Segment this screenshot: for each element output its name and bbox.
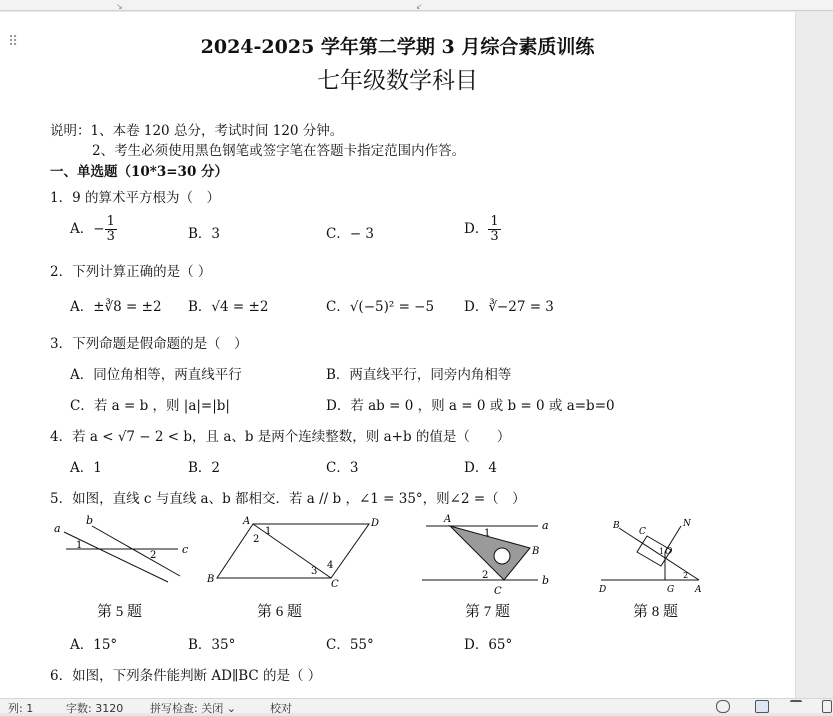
q3-option-a[interactable]: A．同位角相等，两直线平行 (70, 367, 242, 383)
question-2-stem: 2．下列计算正确的是（ ） (50, 264, 212, 280)
question-1-stem: 1．9 的算术平方根为（ ） (50, 190, 220, 206)
label-B: B (613, 521, 620, 531)
fraction-denominator: 3 (490, 229, 499, 244)
q1-option-a-label: A． (70, 221, 94, 237)
q1-option-d-label: D． (464, 221, 489, 237)
notes-line1: 说明：1、本卷 120 总分，考试时间 120 分钟。 (50, 123, 344, 139)
angle-2: 2 (150, 550, 157, 561)
q3-option-d[interactable]: D．若 ab = 0 ，则 a = 0 或 b = 0 或 a=b=0 (326, 398, 615, 414)
figure-5 (50, 512, 200, 592)
q4-option-b[interactable]: B．2 (188, 460, 221, 476)
figure-7 (420, 512, 560, 597)
parallelogram (217, 524, 369, 578)
q4-option-d[interactable]: D．4 (464, 460, 497, 476)
ruler-hole (494, 548, 510, 564)
label-a: a (54, 522, 61, 535)
status-word-count[interactable]: 字数: 3120 (66, 702, 124, 715)
q1-option-a[interactable] (70, 215, 117, 244)
vertex-A: A (444, 514, 452, 525)
ruler-marker: ↘ (116, 2, 123, 11)
figure-6-caption: 第 6 题 (257, 604, 303, 620)
q1-option-a-sign: − (93, 221, 105, 237)
angle-1: 1 (484, 528, 491, 539)
figure-5-caption: 第 5 题 (97, 604, 143, 620)
fraction (105, 215, 117, 244)
vertex-A: A (243, 516, 251, 527)
angle-3: 3 (311, 566, 318, 577)
label-c: c (182, 543, 189, 556)
label-G: G (667, 585, 675, 592)
drag-handle-icon[interactable]: ⠿ (8, 34, 19, 50)
question-5-stem: 5．如图，直线 c 与直线 a、b 都相交．若 a // b ，∠1 = 35°，则∠2 =（ ） (50, 491, 526, 507)
fraction (488, 215, 500, 244)
label-A: A (695, 585, 702, 592)
vertical-scrollbar[interactable] (795, 12, 833, 698)
q2-option-a[interactable]: A．±∛8 = ±2 (70, 299, 162, 315)
q5-option-c[interactable]: C．55° (326, 637, 374, 653)
angle-2: 2 (482, 570, 489, 581)
label-C: C (639, 527, 646, 537)
vertex-B: B (207, 574, 215, 585)
vertex-C: C (331, 579, 339, 590)
label-D: D (599, 585, 607, 592)
exam-subtitle: 七年级数学科目 (317, 68, 478, 94)
angle-2: 2 (253, 534, 260, 545)
q3-option-b[interactable]: B．两直线平行，同旁内角相等 (326, 367, 512, 383)
angle-1: 1 (659, 547, 665, 556)
question-4-stem: 4．若 a < √7 − 2 < b，且 a、b 是两个连续整数，则 a+b 的值是（ ） (50, 429, 511, 445)
fraction-numerator: 1 (106, 214, 115, 229)
q1-option-c[interactable]: C．− 3 (326, 226, 375, 242)
angle-1: 1 (265, 526, 272, 537)
outline-view-icon[interactable] (790, 700, 802, 709)
web-view-icon[interactable] (822, 700, 832, 713)
page-view-icon[interactable] (755, 700, 769, 713)
figure-7-caption: 第 7 题 (465, 604, 511, 620)
notes-line2: 2、考生必须使用黑色钢笔或签字笔在答题卡指定范围内作答。 (92, 143, 466, 159)
q4-option-c[interactable]: C．3 (326, 460, 359, 476)
question-6-stem: 6．如图，下列条件能判断 AD∥BC 的是（ ） (50, 668, 322, 684)
angle-1: 1 (76, 540, 83, 551)
q4-option-a[interactable]: A．1 (70, 460, 102, 476)
figure-8 (595, 512, 715, 592)
vertex-B: B (532, 546, 540, 557)
figure-8-caption: 第 8 题 (633, 604, 679, 620)
label-b: b (542, 574, 550, 587)
section-heading: 一、单选题（10*3=30 分） (50, 164, 229, 180)
q3-option-c[interactable]: C．若 a = b ，则 |a|=|b| (70, 398, 230, 414)
fraction-denominator: 3 (106, 229, 115, 244)
status-spell-check[interactable]: 拼写检查: 关闭 ⌄ (150, 702, 236, 715)
ruler (0, 0, 833, 11)
q5-option-b[interactable]: B．35° (188, 637, 236, 653)
document-page (0, 12, 795, 698)
vertex-C: C (494, 586, 502, 597)
exam-title: 2024-2025 学年第二学期 3 月综合素质训练 (200, 36, 595, 58)
status-proofread[interactable]: 校对 (270, 702, 292, 715)
status-column: 列: 1 (8, 702, 34, 715)
line-b (92, 526, 180, 576)
question-3-stem: 3．下列命题是假命题的是（ ） (50, 336, 248, 352)
q5-option-d[interactable]: D．65° (464, 637, 513, 653)
q1-option-d[interactable] (464, 215, 501, 244)
label-a: a (542, 519, 549, 532)
label-O: O (665, 547, 673, 557)
vertex-D: D (371, 518, 380, 529)
angle-2: 2 (683, 571, 689, 580)
q2-option-d[interactable]: D．∛−27 = 3 (464, 299, 554, 315)
q2-option-b[interactable]: B．√4 = ±2 (188, 299, 269, 315)
angle-4: 4 (327, 560, 334, 571)
status-bar (0, 698, 833, 713)
q2-option-c[interactable]: C．√(−5)² = −5 (326, 299, 435, 315)
label-b: b (86, 514, 94, 527)
ruler-marker: ↙ (416, 2, 423, 11)
label-N: N (683, 519, 691, 529)
figure-6 (205, 512, 385, 592)
fraction-numerator: 1 (490, 214, 499, 229)
globe-icon[interactable] (716, 700, 730, 713)
q1-option-b[interactable]: B．3 (188, 226, 221, 242)
q5-option-a[interactable]: A．15° (70, 637, 118, 653)
